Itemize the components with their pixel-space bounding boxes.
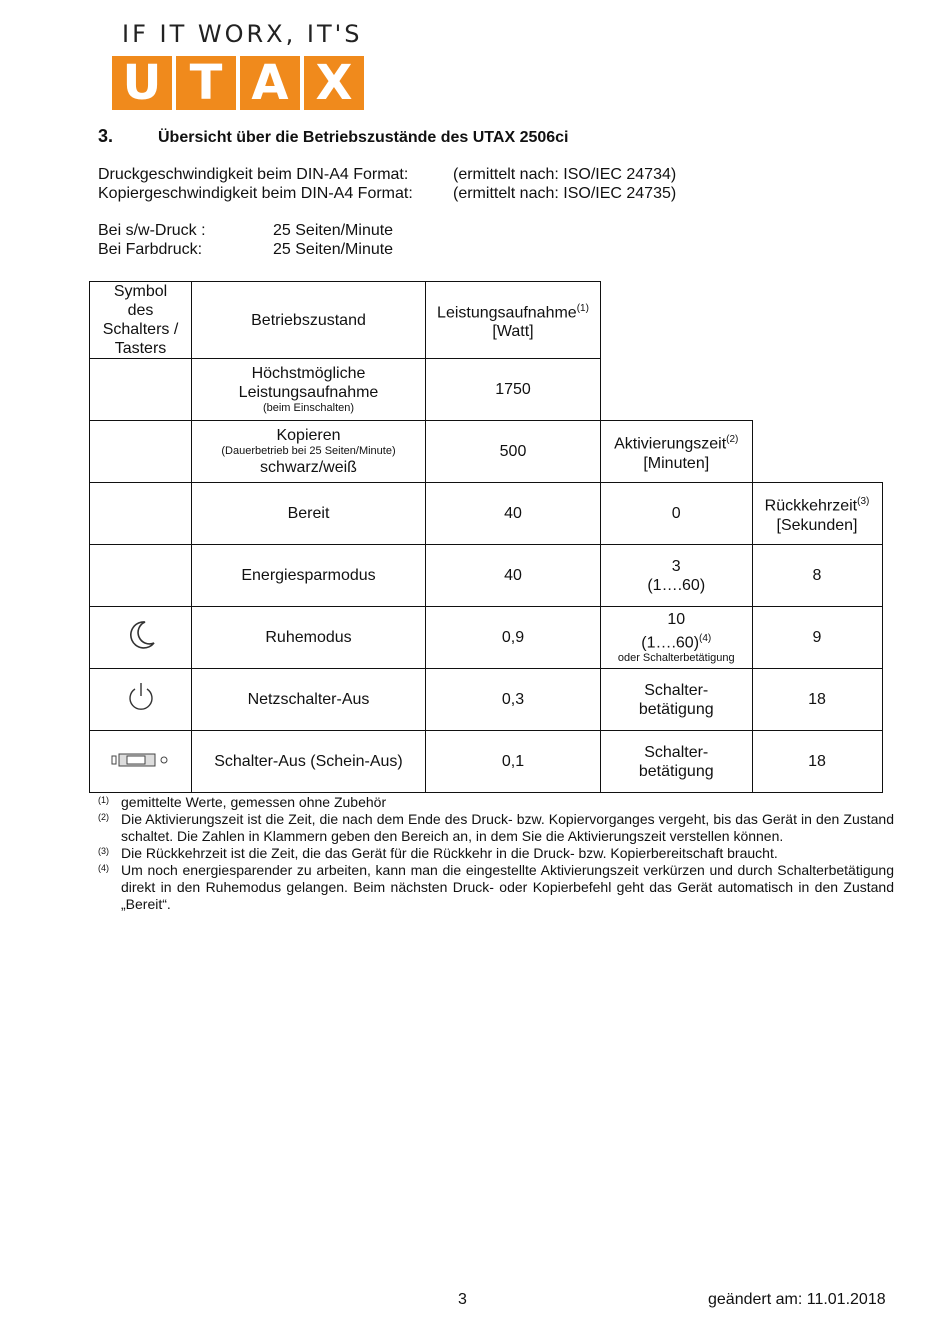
- header-state: Betriebszustand: [192, 282, 426, 359]
- section-heading: [98, 126, 569, 147]
- speed-value: (ermittelt nach: ISO/IEC 24734): [453, 166, 677, 183]
- power-cell: 0,3: [426, 669, 601, 731]
- rate-label: Bei Farbdruck:: [98, 241, 203, 258]
- speed-block: [98, 165, 676, 203]
- table-row: [90, 545, 883, 607]
- footnote: (3) Die Rückkehrzeit ist die Zeit, die das Gerät für die Rückkehr in die Druck- bzw. Kopierbereitschaft braucht.: [98, 845, 778, 861]
- symbol-cell: [90, 607, 192, 669]
- header-activation: Aktivierungszeit$^{(2)}$ [Minuten]: [601, 421, 753, 483]
- section-title: Übersicht über die Betriebszustände des UTAX 2506ci: [158, 129, 569, 146]
- utax-logo: [112, 20, 364, 110]
- header-symbol: Symbol des Schalters / Tasters: [90, 282, 192, 359]
- operating-states-table: [89, 281, 883, 793]
- state-cell: Energiesparmodus: [192, 545, 426, 607]
- activation-cell: 10 (1….60)$^{(4)}$ oder Schalterbetätigung: [601, 607, 753, 669]
- rate-label: Bei s/w-Druck :: [98, 222, 206, 239]
- activation-cell: 3 (1….60): [601, 545, 753, 607]
- footnote: (4) Um noch energiesparender zu arbeiten, kann man die eingestellte Aktivierungszeit verkürzen und durch Schalterbetätigung direkt in den Ruhemodus gelangen. Beim nächsten Druck- oder Kopierbefehl geht das Gerät automatisch in den Zustand „Bereit“.: [98, 862, 894, 912]
- activation-cell: Schalter- betätigung: [601, 731, 753, 793]
- table-row: [90, 483, 883, 545]
- return-cell: 18: [752, 731, 882, 793]
- activation-cell: 0: [601, 483, 753, 545]
- speed-label: Kopiergeschwindigkeit beim DIN-A4 Format:: [98, 185, 413, 202]
- symbol-cell: [90, 731, 192, 793]
- state-cell: Kopieren (Dauerbetrieb bei 25 Seiten/Minute) schwarz/weiß: [192, 421, 426, 483]
- moon-icon: [125, 619, 157, 651]
- changed-date: geändert am: 11.01.2018: [708, 1291, 886, 1308]
- header-return: Rückkehrzeit$^{(3)}$ [Sekunden]: [752, 483, 882, 545]
- table-row: [90, 669, 883, 731]
- footnote: (1) gemittelte Werte, gemessen ohne Zubehör: [98, 794, 387, 810]
- rates-block: [98, 221, 393, 259]
- return-cell: 9: [752, 607, 882, 669]
- footnotes: [98, 794, 894, 913]
- state-cell: Höchstmögliche Leistungsaufnahme (beim Einschalten): [192, 359, 426, 421]
- rocker-switch-icon: [111, 750, 171, 768]
- rate-value: 25 Seiten/Minute: [273, 241, 394, 258]
- footnote: (2) Die Aktivierungszeit ist die Zeit, die nach dem Ende des Druck- bzw. Kopiervorganges vergeht, bis das Gerät in den Zustand schaltet. Die Zahlen in Klammern geben den Bereich an, in dem Sie die Aktivierungszeit verstellen können.: [98, 811, 894, 844]
- return-cell: 18: [752, 669, 882, 731]
- speed-value: (ermittelt nach: ISO/IEC 24735): [453, 185, 677, 202]
- power-cell: 0,9: [426, 607, 601, 669]
- state-cell: Bereit: [192, 483, 426, 545]
- power-cell: 40: [426, 483, 601, 545]
- state-cell: Schalter-Aus (Schein-Aus): [192, 731, 426, 793]
- rate-value: 25 Seiten/Minute: [273, 222, 394, 239]
- section-number: 3.: [98, 126, 114, 146]
- power-icon: [126, 681, 156, 713]
- power-cell: 500: [426, 421, 601, 483]
- table-row: [90, 359, 883, 421]
- state-cell: Netzschalter-Aus: [192, 669, 426, 731]
- return-cell: 8: [752, 545, 882, 607]
- table-row: [90, 421, 883, 483]
- logo-tagline: IF IT WORX, IT'S: [122, 20, 363, 48]
- activation-cell: Schalter- betätigung: [601, 669, 753, 731]
- page-number: 3: [458, 1291, 467, 1308]
- power-cell: 40: [426, 545, 601, 607]
- logo-letter: U: [112, 56, 172, 110]
- table-row: [90, 607, 883, 669]
- table-row: [90, 731, 883, 793]
- logo-letter: X: [304, 56, 364, 110]
- state-cell: Ruhemodus: [192, 607, 426, 669]
- power-cell: 0,1: [426, 731, 601, 793]
- logo-letter: A: [240, 56, 300, 110]
- header-power: Leistungsaufnahme$^{(1)}$ [Watt]: [426, 282, 601, 359]
- logo-letter: T: [176, 56, 236, 110]
- symbol-cell: [90, 669, 192, 731]
- logo-wordmark: [112, 56, 364, 110]
- speed-label: Druckgeschwindigkeit beim DIN-A4 Format:: [98, 166, 409, 183]
- power-cell: 1750: [426, 359, 601, 421]
